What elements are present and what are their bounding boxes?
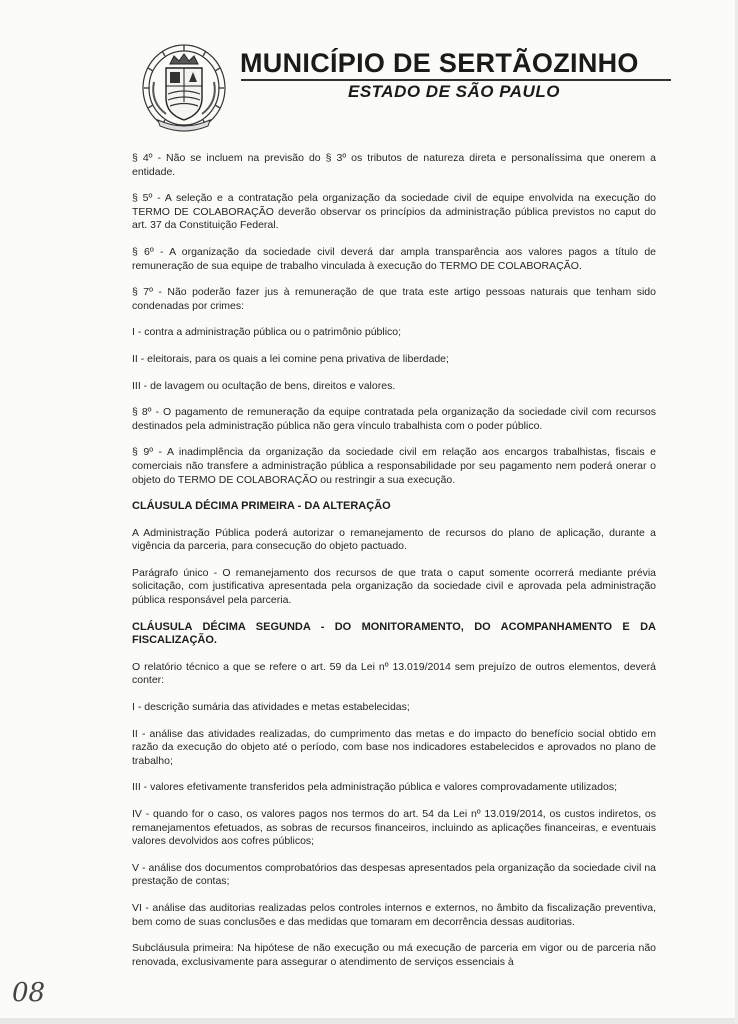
paragraph: I - descrição sumária das atividades e metas estabelecidas; xyxy=(132,701,410,714)
paragraph: § 8º - O pagamento de remuneração da equipe contratada pela organização da sociedade civil com recursos destinados pela administração pública não gera vínculo trabalhista com o poder público. xyxy=(132,406,656,432)
paragraph: § 4º - Não se incluem na previsão do § 3º os tributos de natureza direta e personalíssima que onerem a entidade. xyxy=(132,152,656,178)
municipality-title: MUNICÍPIO DE SERTÃOZINHO xyxy=(240,48,639,78)
title-underline xyxy=(241,79,671,81)
paragraph: O relatório técnico a que se refere o art. 59 da Lei nº 13.019/2014 sem prejuízo de outros elementos, deverá conter: xyxy=(132,660,656,687)
municipal-coat-of-arms-icon xyxy=(140,42,228,134)
paragraph: A Administração Pública poderá autorizar o remanejamento de recursos do plano de aplicação, durante a vigência da parceria, para consecução do objeto pactuado. xyxy=(132,526,656,553)
paragraph: II - análise das atividades realizadas, do cumprimento das metas e do impacto do benefício social obtido em razão da execução do objeto até o período, com base nos indicadores estabelecidos e aprovados no plano de trabalho; xyxy=(132,727,656,767)
paragraph: § 9º - A inadimplência da organização da sociedade civil em relação aos encargos trabalhistas, fiscais e comerciais não transfere a administração pública a responsabilidade por seu pagamento nem poderá onerar o objeto do TERMO DE COLABORAÇÃO ou restringir a sua execução. xyxy=(132,446,656,486)
state-subtitle: ESTADO DE SÃO PAULO xyxy=(348,82,560,101)
letterhead xyxy=(0,0,738,140)
paragraph: III - de lavagem ou ocultação de bens, direitos e valores. xyxy=(132,379,396,392)
paragraph: VI - análise das auditorias realizadas pelos controles internos e externos, no âmbito da fiscalização preventiva, bem como de suas conclusões e das medidas que tomaram em decorrência dessas auditorias. xyxy=(132,901,656,928)
handwritten-page-number: 08 xyxy=(12,978,46,1008)
clause-heading: CLÁUSULA DÉCIMA SEGUNDA - DO MONITORAMENTO, DO ACOMPANHAMENTO E DA FISCALIZAÇÃO. xyxy=(132,620,656,647)
scan-bottom-edge xyxy=(0,1018,738,1024)
paragraph: § 5º - A seleção e a contratação pela organização da sociedade civil de equipe envolvida na execução do TERMO DE COLABORAÇÃO deverão observar os princípios da administração pública previstos no caput do art. 37 da Constituição Federal. xyxy=(132,192,656,232)
paragraph: § 7º - Não poderão fazer jus à remuneração de que trata este artigo pessoas naturais que tenham sido condenadas por crimes: xyxy=(132,286,656,312)
paragraph: IV - quando for o caso, os valores pagos nos termos do art. 54 da Lei nº 13.019/2014, os custos indiretos, os remanejamentos efetuados, as sobras de recursos financeiros, incluindo as aplicações financeiras, e eventuais valores devolvidos aos cofres públicos; xyxy=(132,808,656,848)
clause-heading: CLÁUSULA DÉCIMA PRIMEIRA - DA ALTERAÇÃO xyxy=(132,500,391,513)
paragraph: Subcláusula primeira: Na hipótese de não execução ou má execução de parceria em vigor ou de parceria não renovada, exclusivamente para assegurar o atendimento de serviços essenciais à xyxy=(132,942,656,968)
paragraph: II - eleitorais, para os quais a lei comine pena privativa de liberdade; xyxy=(132,352,449,365)
paragraph: III - valores efetivamente transferidos pela administração pública e valores comprovadamente utilizados; xyxy=(132,781,617,794)
document-body xyxy=(132,152,656,982)
paragraph: I - contra a administração pública ou o patrimônio público; xyxy=(132,326,402,339)
paragraph: Parágrafo único - O remanejamento dos recursos de que trata o caput somente ocorrerá mediante prévia solicitação, com justificativa apresentada pela organização da sociedade civil e aprovada pela administração pública responsável pela parceria. xyxy=(132,566,656,607)
paragraph: V - análise dos documentos comprobatórios das despesas apresentados pela organização da sociedade civil na prestação de contas; xyxy=(132,861,656,888)
paragraph: § 6º - A organização da sociedade civil deverá dar ampla transparência aos valores pagos a título de remuneração de sua equipe de trabalho vinculada à execução do TERMO DE COLABORAÇÃO. xyxy=(132,245,656,272)
